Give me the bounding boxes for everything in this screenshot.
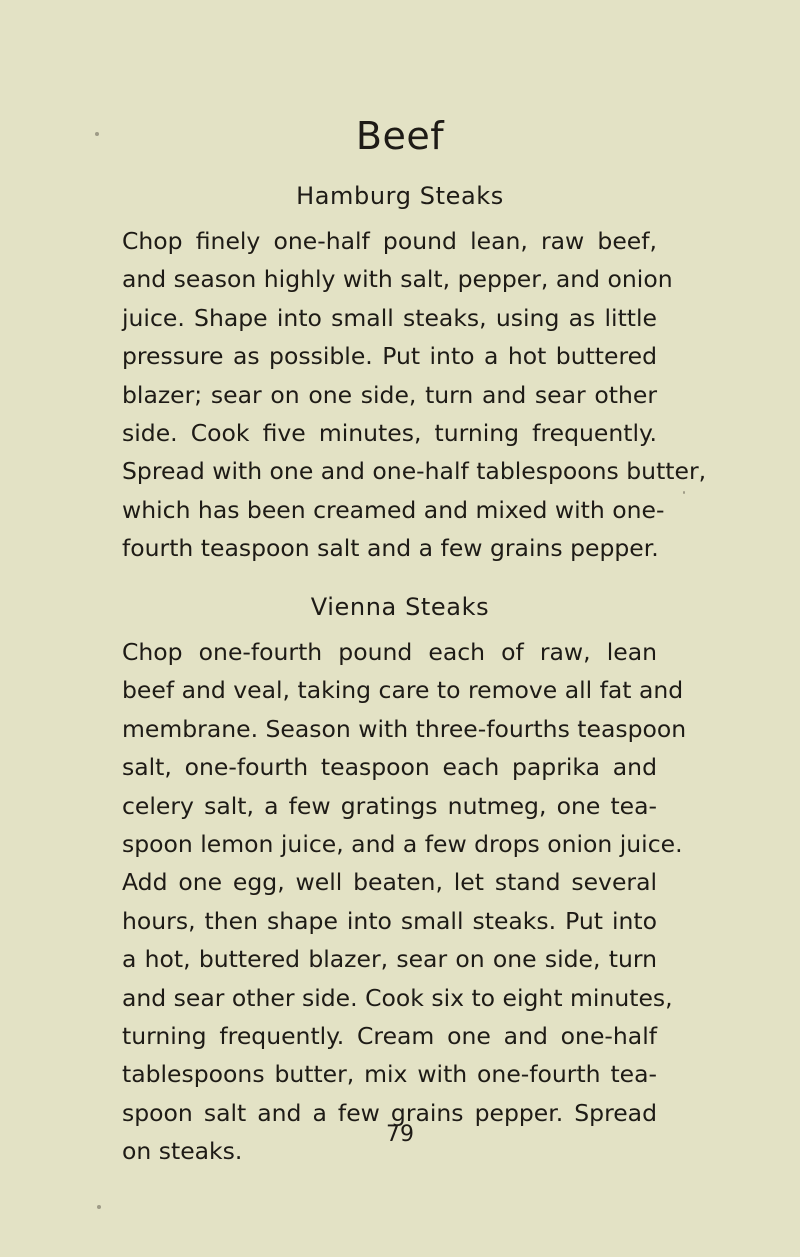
text-line: beef and veal, taking care to remove all fat and [122, 676, 684, 705]
text-line: which has been creamed and mixed with one- [122, 495, 665, 524]
text-line: tablespoons butter, mix with one-fourth tea- [122, 1060, 657, 1089]
text-line: side. Cook five minutes, turning frequently. [122, 418, 657, 447]
text-line: blazer; sear on one side, turn and sear other [122, 380, 657, 409]
running-head: Beef [355, 114, 445, 158]
recipe-body-vienna-steaks [122, 633, 687, 1170]
text-line: Add one egg, well beaten, let stand several [122, 868, 657, 897]
text-line: on steaks. [122, 1137, 243, 1166]
text-line: Spread with one and one-half tablespoons butter, [122, 457, 707, 486]
recipe-body-hamburg-steaks [122, 222, 707, 568]
text-line: turning frequently. Cream one and one-half [122, 1021, 657, 1050]
text-line: and sear other side. Cook six to eight minutes, [122, 983, 673, 1012]
text-line: spoon salt and a few grains pepper. Spread [122, 1098, 657, 1127]
text-line: juice. Shape into small steaks, using as little [122, 303, 657, 332]
text-line: a hot, buttered blazer, sear on one side, turn [122, 945, 657, 974]
page-number: 79 [386, 1122, 414, 1147]
recipe-title-vienna-steaks: Vienna Steaks [310, 593, 490, 621]
recipe-title-hamburg-steaks: Hamburg Steaks [296, 182, 504, 210]
text-line: spoon lemon juice, and a few drops onion juice. [122, 829, 683, 858]
text-line: Chop finely one-half pound lean, raw beef, [122, 227, 657, 255]
text-line: hours, then shape into small steaks. Put into [122, 906, 657, 935]
paper-speck [683, 491, 685, 494]
text-line: fourth teaspoon salt and a few grains pepper. [122, 534, 659, 563]
text-line: salt, one-fourth teaspoon each paprika and [122, 753, 657, 782]
text-line: Chop one-fourth pound each of raw, lean [122, 638, 657, 666]
paper-speck [97, 1205, 101, 1209]
paper-speck [95, 132, 99, 136]
text-line: and season highly with salt, pepper, and onion [122, 265, 673, 294]
text-line: celery salt, a few gratings nutmeg, one tea- [122, 791, 657, 820]
text-line: membrane. Season with three-fourths teaspoon [122, 714, 687, 743]
text-line: pressure as possible. Put into a hot buttered [122, 342, 657, 371]
